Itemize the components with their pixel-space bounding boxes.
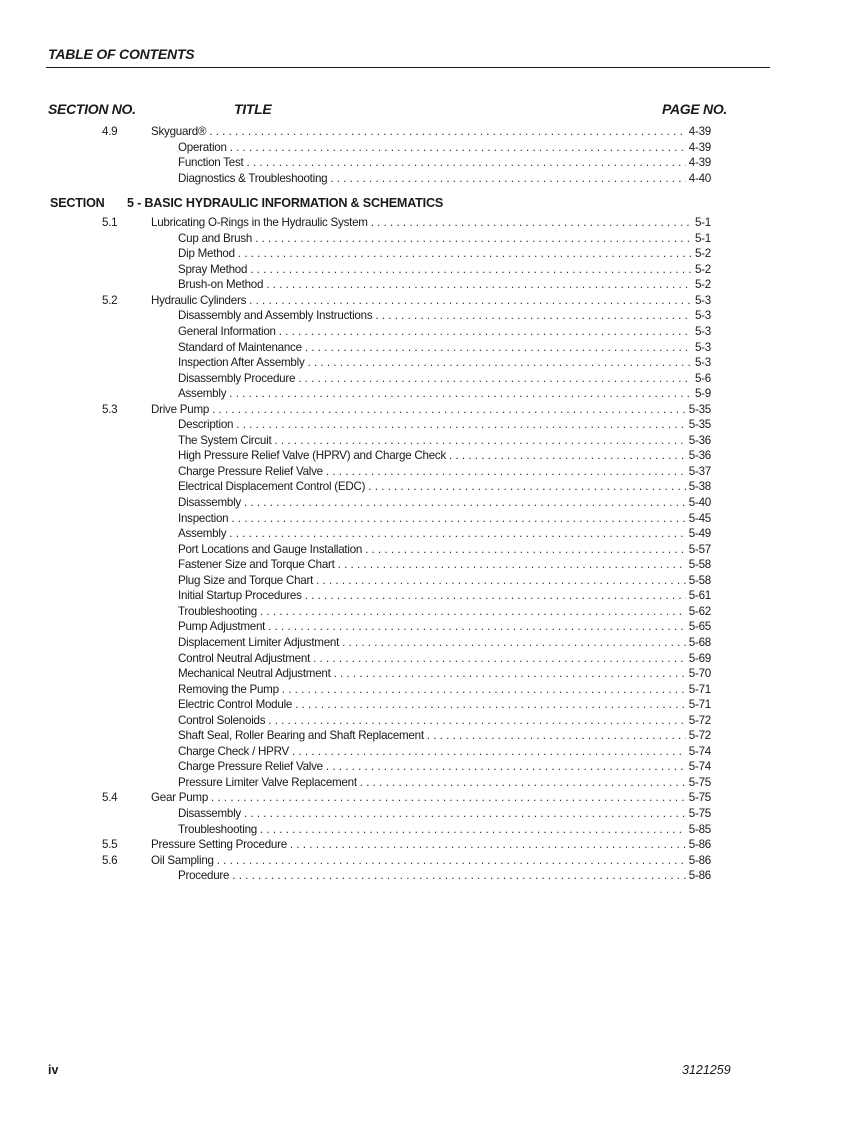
dot-leader (238, 246, 692, 262)
entry-line (178, 140, 711, 156)
entry-title: Dip Method (178, 247, 235, 261)
dot-leader (365, 542, 686, 558)
header-rule (46, 67, 770, 68)
toc-entry-subtopic[interactable] (0, 246, 866, 262)
entry-line (178, 231, 711, 247)
entry-line (178, 171, 711, 187)
entry-title: Assembly (178, 527, 227, 541)
dot-leader (217, 853, 686, 869)
entry-number: 5.4 (102, 791, 118, 805)
dot-leader (260, 822, 686, 838)
entry-page-number: 5-70 (688, 667, 711, 681)
dot-leader (298, 371, 692, 387)
entry-title: Disassembly (178, 806, 241, 820)
entry-page-number: 5-3 (694, 293, 711, 307)
dot-leader (249, 293, 692, 309)
entry-line (151, 790, 711, 806)
entry-page-number: 5-75 (688, 791, 711, 805)
entry-line (178, 371, 711, 387)
dot-leader (427, 728, 686, 744)
entry-title: Gear Pump (151, 791, 209, 805)
entry-title: Procedure (178, 869, 230, 883)
entry-number: 5.3 (102, 402, 118, 416)
toc-entry-subtopic[interactable] (0, 868, 866, 884)
dot-leader (230, 140, 686, 156)
toc-entry-subtopic[interactable] (0, 604, 866, 620)
entry-line (178, 728, 711, 744)
entry-line (178, 682, 711, 698)
entry-title: Hydraulic Cylinders (151, 293, 247, 307)
dot-leader (211, 790, 686, 806)
toc-entry-topic[interactable] (0, 853, 866, 869)
entry-line (178, 542, 711, 558)
entry-page-number: 5-75 (688, 775, 711, 789)
entry-title: Electrical Displacement Control (EDC) (178, 480, 366, 494)
entry-number: 5.2 (102, 293, 118, 307)
dot-leader (268, 619, 686, 635)
dot-leader (330, 171, 685, 187)
dot-leader (449, 448, 686, 464)
entry-title: Charge Pressure Relief Valve (178, 760, 323, 774)
toc-entry-subtopic[interactable] (0, 822, 866, 838)
entry-line (151, 853, 711, 869)
entry-page-number: 5-65 (688, 620, 711, 634)
entry-page-number: 5-86 (688, 869, 711, 883)
entry-title: Port Locations and Gauge Installation (178, 542, 363, 556)
entry-page-number: 4-40 (688, 171, 711, 185)
entry-line (151, 293, 711, 309)
entry-title: Disassembly and Assembly Instructions (178, 309, 373, 323)
entry-page-number: 5-68 (688, 635, 711, 649)
toc-entry-subtopic[interactable] (0, 140, 866, 156)
dot-leader (342, 635, 686, 651)
entry-line (178, 666, 711, 682)
entry-title: Oil Sampling (151, 853, 214, 867)
entry-title: Lubricating O-Rings in the Hydraulic System (151, 216, 368, 230)
entry-title: Skyguard® (151, 125, 207, 138)
dot-leader (368, 479, 686, 495)
entry-page-number: 5-75 (688, 806, 711, 820)
entry-page-number: 5-58 (688, 573, 711, 587)
entry-line (151, 837, 711, 853)
entry-line (178, 448, 711, 464)
entry-line (178, 822, 711, 838)
entry-title: Inspection (178, 511, 229, 525)
column-header-page-no: PAGE NO. (662, 101, 728, 117)
entry-line (178, 511, 711, 527)
dot-leader (326, 464, 686, 480)
entry-line (178, 308, 711, 324)
dot-leader (316, 573, 686, 589)
entry-line (178, 277, 711, 293)
toc-entry-topic[interactable] (0, 293, 866, 309)
entry-title: Disassembly Procedure (178, 371, 296, 385)
entry-page-number: 5-9 (694, 387, 711, 401)
entry-page-number: 5-58 (688, 558, 711, 572)
entry-line (178, 604, 711, 620)
entry-line (178, 775, 711, 791)
toc-entry-subtopic[interactable] (0, 155, 866, 171)
toc-entry-topic[interactable] (0, 402, 866, 418)
toc-entry-subtopic[interactable] (0, 806, 866, 822)
entry-page-number: 5-57 (688, 542, 711, 556)
entry-line (178, 635, 711, 651)
toc-entry-subtopic[interactable] (0, 526, 866, 542)
entry-line (178, 697, 711, 713)
dot-leader (282, 682, 686, 698)
dot-leader (279, 324, 692, 340)
entry-line (178, 340, 711, 356)
toc-entry-topic[interactable] (0, 215, 866, 231)
entry-title: Control Neutral Adjustment (178, 651, 311, 665)
dot-leader (292, 744, 686, 760)
entry-title: Disassembly (178, 496, 241, 510)
entry-page-number: 5-36 (688, 433, 711, 447)
entry-line (178, 246, 711, 262)
toc-entry-subtopic[interactable] (0, 464, 866, 480)
toc-entry-subtopic[interactable] (0, 728, 866, 744)
entry-title: Drive Pump (151, 402, 210, 416)
entry-page-number: 5-72 (688, 729, 711, 743)
dot-leader (236, 417, 686, 433)
dot-leader (212, 402, 686, 418)
dot-leader (375, 308, 692, 324)
entry-line (178, 464, 711, 480)
dot-leader (290, 837, 686, 853)
entry-line (178, 526, 711, 542)
entry-line (151, 124, 711, 140)
toc-entry-subtopic[interactable] (0, 588, 866, 604)
dot-leader (244, 806, 686, 822)
toc-entry-subtopic[interactable] (0, 759, 866, 775)
toc-entry-subtopic[interactable] (0, 355, 866, 371)
toc-list (0, 124, 866, 884)
entry-page-number: 5-40 (688, 496, 711, 510)
entry-number: 5.1 (102, 216, 118, 230)
section-title: 5 - BASIC HYDRAULIC INFORMATION & SCHEMATICS (127, 196, 444, 211)
entry-page-number: 5-86 (688, 853, 711, 867)
entry-title: Description (178, 418, 234, 432)
entry-line (178, 262, 711, 278)
toc-entry-subtopic[interactable] (0, 417, 866, 433)
toc-entry-subtopic[interactable] (0, 573, 866, 589)
dot-leader (250, 262, 692, 278)
entry-page-number: 5-3 (694, 325, 711, 339)
entry-line (178, 806, 711, 822)
entry-page-number: 4-39 (688, 156, 711, 170)
entry-page-number: 5-71 (688, 682, 711, 696)
entry-title: Removing the Pump (178, 682, 279, 696)
entry-title: Brush-on Method (178, 278, 264, 292)
toc-entry-subtopic[interactable] (0, 713, 866, 729)
entry-title: Pressure Setting Procedure (151, 838, 287, 852)
entry-page-number: 5-45 (688, 511, 711, 525)
dot-leader (326, 759, 686, 775)
entry-page-number: 5-2 (694, 247, 711, 261)
toc-entry-subtopic[interactable] (0, 448, 866, 464)
toc-entry-subtopic[interactable] (0, 557, 866, 573)
entry-number: 5.5 (102, 838, 118, 852)
dot-leader (209, 124, 686, 140)
dot-leader (313, 651, 686, 667)
entry-page-number: 5-37 (688, 464, 711, 478)
entry-title: High Pressure Relief Valve (HPRV) and Charge Check (178, 449, 447, 463)
entry-page-number: 5-35 (688, 418, 711, 432)
toc-entry-subtopic[interactable] (0, 277, 866, 293)
entry-line (178, 759, 711, 775)
entry-title: The System Circuit (178, 433, 272, 447)
entry-page-number: 5-35 (688, 402, 711, 416)
entry-title: Troubleshooting (178, 604, 257, 618)
entry-line (178, 433, 711, 449)
entry-title: Cup and Brush (178, 231, 253, 245)
entry-page-number: 5-38 (688, 480, 711, 494)
entry-page-number: 5-71 (688, 698, 711, 712)
entry-title: Function Test (178, 156, 244, 170)
entry-line (178, 479, 711, 495)
entry-number: 5.6 (102, 853, 118, 867)
entry-title: Standard of Maintenance (178, 340, 302, 354)
entry-page-number: 5-3 (694, 340, 711, 354)
entry-line (178, 573, 711, 589)
dot-leader (255, 231, 692, 247)
entry-page-number: 5-3 (694, 309, 711, 323)
dot-leader (308, 355, 692, 371)
entry-title: Diagnostics & Troubleshooting (178, 171, 328, 185)
entry-page-number: 5-74 (688, 760, 711, 774)
entry-title: Pump Adjustment (178, 620, 266, 634)
entry-page-number: 5-36 (688, 449, 711, 463)
toc-entry-subtopic[interactable] (0, 511, 866, 527)
entry-line (178, 417, 711, 433)
entry-title: Mechanical Neutral Adjustment (178, 667, 331, 681)
entry-line (178, 355, 711, 371)
entry-title: Operation (178, 140, 227, 154)
entry-page-number: 5-86 (688, 838, 711, 852)
dot-leader (244, 495, 686, 511)
entry-line (178, 386, 711, 402)
dot-leader (268, 713, 686, 729)
dot-leader (305, 340, 692, 356)
dot-leader (338, 557, 686, 573)
entry-page-number: 5-1 (694, 231, 711, 245)
toc-entry-subtopic[interactable] (0, 635, 866, 651)
entry-page-number: 4-39 (688, 140, 711, 154)
entry-title: Charge Pressure Relief Valve (178, 464, 323, 478)
entry-line (151, 215, 711, 231)
entry-page-number: 5-74 (688, 744, 711, 758)
entry-page-number: 5-61 (688, 589, 711, 603)
entry-number: 4.9 (102, 125, 118, 138)
dot-leader (295, 697, 686, 713)
entry-page-number: 5-1 (694, 216, 711, 230)
entry-line (178, 744, 711, 760)
toc-entry-subtopic[interactable] (0, 666, 866, 682)
toc-entry-subtopic[interactable] (0, 619, 866, 635)
entry-title: Control Solenoids (178, 713, 266, 727)
entry-title: Pressure Limiter Valve Replacement (178, 775, 357, 789)
toc-entry-subtopic[interactable] (0, 542, 866, 558)
entry-page-number: 5-6 (694, 371, 711, 385)
footer-doc-number: 3121259 (682, 1063, 731, 1077)
dot-leader (231, 511, 685, 527)
entry-line (178, 324, 711, 340)
toc-entry-subtopic[interactable] (0, 775, 866, 791)
entry-title: Displacement Limiter Adjustment (178, 635, 340, 649)
toc-entry-topic[interactable] (0, 124, 866, 140)
entry-page-number: 5-49 (688, 527, 711, 541)
entry-title: Spray Method (178, 262, 248, 276)
dot-leader (229, 526, 686, 542)
entry-title: Plug Size and Torque Chart (178, 573, 314, 587)
toc-entry-subtopic[interactable] (0, 697, 866, 713)
footer-page-label: iv (48, 1063, 59, 1077)
dot-leader (260, 604, 686, 620)
entry-line (178, 557, 711, 573)
dot-leader (334, 666, 686, 682)
toc-entry-subtopic[interactable] (0, 171, 866, 187)
entry-title: Shaft Seal, Roller Bearing and Shaft Replacement (178, 729, 424, 743)
entry-page-number: 4-39 (688, 125, 711, 138)
entry-title: General Information (178, 325, 276, 339)
entry-page-number: 5-72 (688, 713, 711, 727)
column-header-section-no: SECTION NO. (48, 101, 136, 117)
dot-leader (232, 868, 686, 884)
dot-leader (247, 155, 686, 171)
entry-line (178, 713, 711, 729)
toc-entry-subtopic[interactable] (0, 371, 866, 387)
entry-title: Charge Check / HPRV (178, 744, 290, 758)
toc-entry-subtopic[interactable] (0, 340, 866, 356)
toc-entry-subtopic[interactable] (0, 479, 866, 495)
entry-line (178, 155, 711, 171)
dot-leader (371, 215, 692, 231)
toc-section-heading (0, 192, 866, 215)
toc-entry-subtopic[interactable] (0, 495, 866, 511)
toc-entry-subtopic[interactable] (0, 433, 866, 449)
toc-entry-subtopic[interactable] (0, 324, 866, 340)
entry-page-number: 5-2 (694, 262, 711, 276)
entry-line (178, 619, 711, 635)
entry-title: Troubleshooting (178, 822, 257, 836)
dot-leader (229, 386, 692, 402)
entry-line (178, 868, 711, 884)
entry-title: Fastener Size and Torque Chart (178, 558, 335, 572)
entry-line (178, 588, 711, 604)
toc-entry-subtopic[interactable] (0, 231, 866, 247)
dot-leader (360, 775, 686, 791)
section-label: SECTION (50, 196, 105, 211)
entry-page-number: 5-69 (688, 651, 711, 665)
entry-title: Initial Startup Procedures (178, 589, 302, 603)
dot-leader (266, 277, 692, 293)
toc-entry-subtopic[interactable] (0, 308, 866, 324)
toc-entry-subtopic[interactable] (0, 651, 866, 667)
page-header-title: TABLE OF CONTENTS (48, 46, 195, 62)
entry-title: Inspection After Assembly (178, 356, 305, 370)
toc-entry-subtopic[interactable] (0, 262, 866, 278)
entry-title: Assembly (178, 387, 227, 401)
entry-page-number: 5-3 (694, 356, 711, 370)
toc-entry-subtopic[interactable] (0, 682, 866, 698)
dot-leader (274, 433, 685, 449)
entry-page-number: 5-62 (688, 604, 711, 618)
column-header-title: TITLE (234, 101, 272, 117)
toc-entry-subtopic[interactable] (0, 386, 866, 402)
dot-leader (305, 588, 686, 604)
entry-line (178, 495, 711, 511)
toc-entry-topic[interactable] (0, 790, 866, 806)
entry-title: Electric Control Module (178, 698, 293, 712)
toc-entry-subtopic[interactable] (0, 744, 866, 760)
entry-page-number: 5-85 (688, 822, 711, 836)
entry-page-number: 5-2 (694, 278, 711, 292)
entry-line (151, 402, 711, 418)
toc-entry-topic[interactable] (0, 837, 866, 853)
entry-line (178, 651, 711, 667)
